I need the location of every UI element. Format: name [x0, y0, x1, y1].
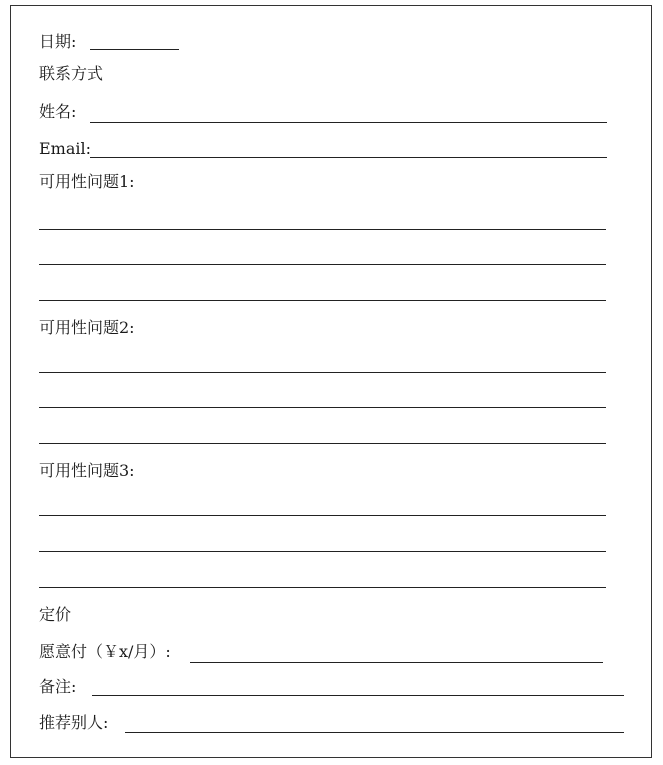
usability-question-3-line-3[interactable]: [39, 587, 606, 588]
usability-question-3-label: 可用性问题3:: [39, 461, 135, 480]
contact-heading: 联系方式: [39, 64, 104, 83]
notes-label: 备注:: [39, 677, 77, 696]
pricing-heading: 定价: [39, 605, 72, 624]
usability-question-1-line-3[interactable]: [39, 300, 606, 301]
usability-question-1-line-1[interactable]: [39, 229, 606, 230]
referral-field-line[interactable]: [125, 732, 624, 733]
usability-question-3-line-2[interactable]: [39, 551, 606, 552]
usability-question-1-label: 可用性问题1:: [39, 172, 135, 191]
usability-question-1-line-2[interactable]: [39, 264, 606, 265]
usability-question-3-line-1[interactable]: [39, 515, 606, 516]
email-label: Email:: [39, 139, 92, 158]
usability-question-2-line-1[interactable]: [39, 372, 606, 373]
usability-question-2-line-2[interactable]: [39, 407, 606, 408]
willing-to-pay-label: 愿意付（￥x/月）:: [39, 642, 171, 661]
referral-label: 推荐别人:: [39, 713, 109, 732]
date-field-line[interactable]: [90, 49, 179, 50]
email-field-line[interactable]: [90, 157, 607, 158]
name-label: 姓名:: [39, 102, 77, 121]
name-field-line[interactable]: [90, 122, 607, 123]
willing-to-pay-field-line[interactable]: [190, 662, 603, 663]
usability-question-2-line-3[interactable]: [39, 443, 606, 444]
date-label: 日期:: [39, 32, 77, 51]
notes-field-line[interactable]: [92, 695, 624, 696]
usability-question-2-label: 可用性问题2:: [39, 318, 135, 337]
